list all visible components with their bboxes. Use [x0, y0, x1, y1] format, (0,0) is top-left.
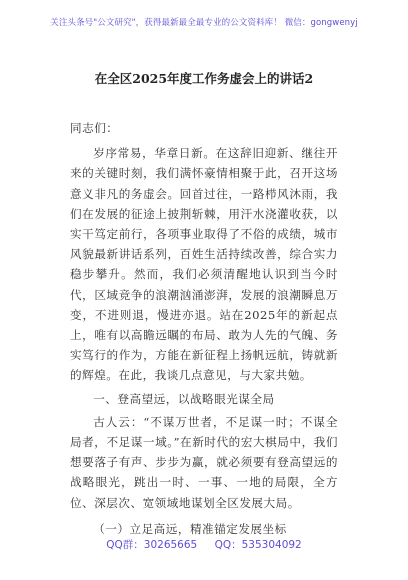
- footer: [0, 537, 408, 552]
- intro-paragraph: 岁序常易，华章日新。在这辞旧迎新、继往开来的关键时刻，我们满怀豪情相聚于此，召开这场意义非凡的务虚会。回首过往，一路栉风沐雨，我们在发展的征途上披荆斩棘，用汗水浇灌收获，以实干笃定前行，各项事业取得了不俗的成绩，城市风貌最新讲话系列，百姓生活持续改善，综合实力稳步攀升。然而，我们必须清醒地认识到当今时代，区域竞争的浪潮汹涌澎湃，发展的浪潮瞬息万变，不进则退，慢进亦退。站在2025年的新起点上，唯有以高瞻远瞩的布局、敢为人先的气魄、务实笃行的作为，方能在新征程上扬帆远航，铸就新的辉煌。在此，我谈几点意见，与大家共勉。: [70, 146, 338, 383]
- document-body: [70, 118, 338, 539]
- sub-heading: （一）立足高远，精准锚定发展坐标: [93, 521, 287, 536]
- document-title: 在全区2025年度工作务虚会上的讲话2: [94, 71, 314, 86]
- top-banner: 关注头条号"公文研究"，获得最新最全最专业的公文资料库！ 微信：gongwenyj: [50, 18, 358, 28]
- salutation: 同志们：: [70, 121, 119, 135]
- section-paragraph: 古人云：“不谋万世者，不足谋一时；不谋全局者，不足谋一域。”在新时代的宏大棋局中，我们想要落子有声、步步为赢，就必须要有登高望远的战略眼光，跳出一时、一事、一地的局限，全方位、深层次、宽领域地谋划全区发展大局。: [70, 414, 338, 510]
- footer-qq: QQ：535304092: [214, 539, 302, 551]
- section-heading: 一、登高望远，以战略眼光谋全局: [93, 391, 275, 406]
- footer-qq-group: QQ群：30265665: [106, 539, 198, 551]
